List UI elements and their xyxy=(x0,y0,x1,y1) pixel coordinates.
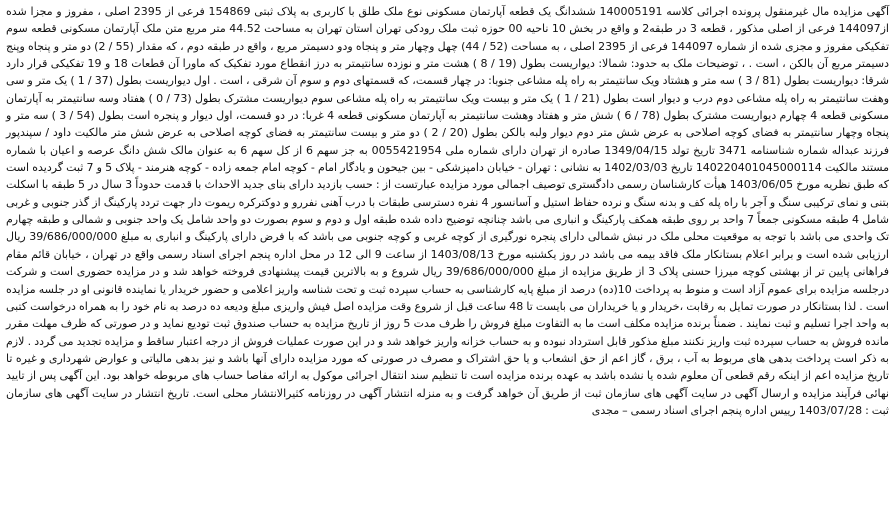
auction-notice-text: آگهی مزایده مال غیرمنقول پرونده اجرائی کلاسه 140005191 ششدانگ یک قطعه آپارتمان مسکونی نوع ملک طلق با کاربری به پلاک ثبتی 154869 فرعی از 2395 اصلی ، مفروز و مجزا شده از144097 فرعی از اصلی مذکور ، قطعه 3 در طبقه2 و واقع در بخش 10 ناحیه 00 حوزه ثبت ملک رودکی تهران استان تهران به مساحت 44.52 متر مربع متن ملک آپارتمان مسکونی قطعه سوم تفکیکی مفروز و مجزی شده از شماره 144097 فرعی از 2395 اصلی ، به مساحت (52 / 44) چهل وچهار متر و پنجاه ودو دسیمتر مربع ، واقع در طبقه دوم ، که مقدار (55 / 2) دو متر و پنجاه وپنج دسیمتر مربع آن بالکن ، است . ، توضیحات ملک به حدود: شمالا: دیواریست بطول (19 / 8 ) هشت متر و نوزده سانتیمتر به درز انقطاع مورد تفکیک که ماورا آن قطعات 18 و 19 تفکیکی قرار دارد شرقا: دیواریست بطول (81 / 3 ) سه متر و هشتاد ویک سانتیمتر به راه پله مشاعی جنوبا: در چهار قسمت، که قسمتهای دوم و سوم آن شرقی ، است . اول دیواریست بطول (37 / 1 ) یک متر و سی وهفت سانتیمتر به راه پله مشاعی دوم درب و دیوار است بطول (21 / 1 ) یک متر و بیست ویک سانتیمتر به راه پله مشاعی سوم دیواریست مشترک بطول (73 / 0 ) هفتاد وسه سانتیمتر به آپارتمان مسکونی قطعه 4 چهارم دیواریست مشترک بطول (78 / 6 ) شش متر و هفتاد وهشت سانتیمتر به آپارتمان مسکونی قطعه 4 غربا: در دو قسمت، اول دیوار و پنجره است بطول (54 / 3 ) سه متر و پنجاه وچهار سانتیمتر به فضای کوچه اصلاحی به عرض شش متر دوم دیوار ولبه بالکن بطول (20 / 2 ) دو متر و بیست سانتیمتر به فضای کوچه اصلاحی به عرض شش متر مالکیت داود / سپندپور فرزند عبداله شماره شناسنامه 3471 تاریخ تولد 1349/04/15 صادره از تهران دارای شماره ملی 0055421954 به جز سهم 6 از کل سهم 6 به عنوان مالک شش دانگ عرصه و اعیان با شماره مستند مالکیت 140220401045000114 تاریخ 1402/03/03 به نشانی : تهران - خیابان دامپزشکی - بین جیحون و یادگار امام - کوچه امام جمعه زاده - کوچه هنرمند - پلاک 5 و 7 ثبت گردیده است که طبق نظریه مورخ 1403/06/05 هیأت کارشناسان رسمی دادگستری توصیف اجمالی مورد مزایده عبارتست از : حسب بازدید دارای بنای جدید الاحداث با قدمت حدوداً 3 سال در 5 طبقه با اسکلت بتنی و نمای ترکیبی سنگ و آجر با راه پله کف و بدنه سنگ و نرده حفاظ استیل و آسانسور 4 نفره دسترسی طبقات با درب آهنی نفررو و دوکترکره ریموت دار جهت تردد پارکینگ از گذر جنوبی و غربی شامل 4 طبقه مسکونی جمعاً 7 واحد بر روی طبقه همکف پارکینگ و انباری می باشد چنانچه توضیح داده شده طبقه اول و دوم و سوم بصورت دو واحد شامل یک واحد جنوبی و شمالی و طبقه چهارم تک واحدی می باشد با توجه به موقعیت محلی ملک در نبش شمالی دارای پنجره نورگیری از کوچه غربی و کوچه جنوبی می باشد که با فرض دارای پارکینگ و انباری به مبلغ 39/686/000/000 ریال ارزیابی شده است و برابر اعلام بستانکار ملک فاقد بیمه می باشد در روز یکشنبه مورخ 1403/08/13 از ساعت 9 الی 12 در محل اداره پنجم اجرای اسناد رسمی واقع در تهران ، خیابان قائم مقام فراهانی پایین تر از بهشتی کوچه میرزا حسنی پلاک 3 از طریق مزایده از مبلغ 39/686/000/000 ریال شروع و به بالاترین قیمت پیشنهادی فروخته خواهد شد و در مزایده حضوری است و شرکت درجلسه مزایده برای عموم آزاد است و منوط به پرداخت 10(ده) درصد از مبلغ پایه کارشناسی به حساب سپرده ثبت و تحت شناسه واریز اعلامی و حضور خریدار یا نماینده قانونی او در جلسه مزایده است . لذا بستانکار در صورت تمایل به رقابت ،خریدار و یا خریداران می بایست تا 48 ساعت قبل از شروع وقت مزایده اصل فیش واریزی مبلغ ودیعه ده درصد به نام خود را به همراه درخواست کتبی به واحد اجرا تسلیم و ثبت نمایند . ضمناً برنده مزایده مکلف است ما به التفاوت مبلغ فروش را ظرف مدت 5 روز از تاریخ مزایده به حساب صندوق ثبت تودیع نماید و در صورتی که ظرف مهلت مقرر مانده فروش به حساب سپرده ثبت واریز نکنند مبلغ مذکور قابل استرداد نبوده و به حساب خزانه واریز خواهد شد و در این صورت عملیات فروش از درجه اعتبار ساقط و مزایده تجدید می گردد . لازم به ذکر است پرداخت بدهی های مربوط به آب ، برق ، گاز اعم از حق انشعاب و یا حق اشتراک و مصرف در صورتی که مورد مزایده دارای آنها باشد و نیز بدهی مالیاتی و عوارض شهرداری و غیره تا تاریخ مزایده اعم از اینکه رقم قطعی آن معلوم شده یا نشده باشد به عهده برنده مزایده است تا تنظیم سند انتقال اجرائی موکول به ارائه مفاصا حساب های مربوطه خواهد بود. این آگهی پس از تایید نهائی فرآیند مزایده و ارسال آگهی در سایت آگهی های سازمان ثبت از طریق آن خواهد گرفت و به منزله انتشار آگهی در روزنامه کثیرالانتشار محلی است. تاریخ انتشار در سایت آگهی های سازمان ثبت : 1403/07/28 رییس اداره پنجم اجرای اسناد رسمی – مجدی xyxy=(6,5,890,417)
